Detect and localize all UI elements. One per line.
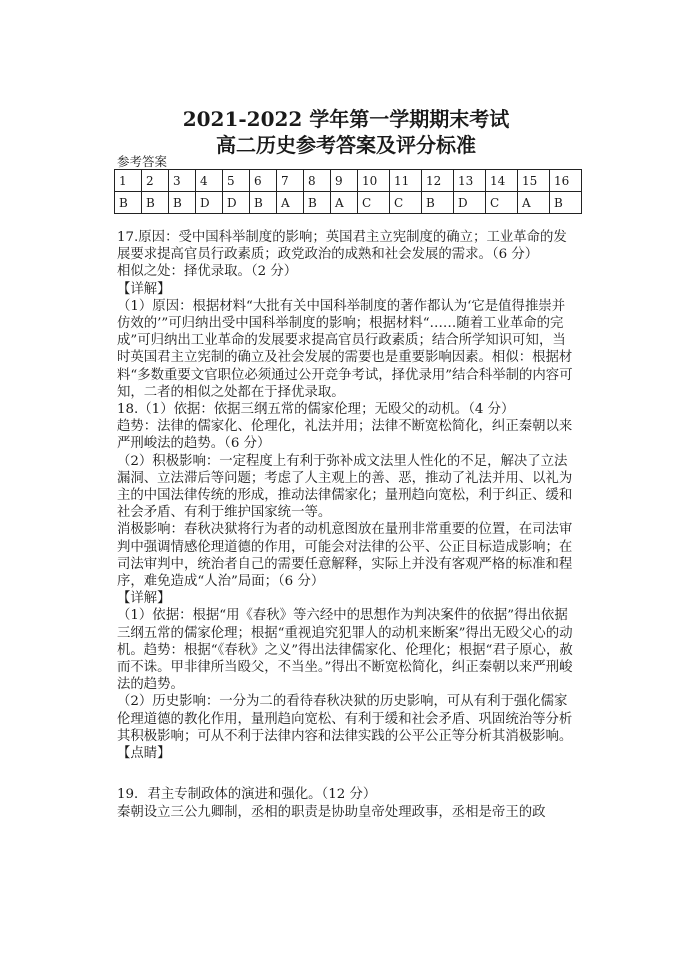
answer-cell: D xyxy=(196,192,223,214)
answer-cell: B xyxy=(422,192,454,214)
answer-cell: D xyxy=(223,192,250,214)
q19-heading: 19．君主专制政体的演进和强化。（12 分） xyxy=(117,787,377,803)
answer-cell: B xyxy=(169,192,196,214)
question-number-cell: 3 xyxy=(169,170,196,192)
q18-basis: 18.（1）依据：依据三纲五常的儒家伦理；无殴父的动机。（4 分） xyxy=(117,402,515,418)
q18-detail-2: （2）历史影响：一分为二的看待春秋决狱的历史影响，可从有利于强化儒家伦理道德的教化作用，量刑趋向宽松、有利于缓和社会矛盾、巩固统治等分析其积极影响；可从不利于法律内容和法律实践的公平公正等分析其消极影响。 xyxy=(117,694,573,744)
comment-heading: 【点睛】 xyxy=(117,746,171,762)
question-number-cell: 13 xyxy=(454,170,486,192)
q19-answer: 秦朝设立三公九卿制，丞相的职责是协助皇帝处理政事，丞相是帝王的政 xyxy=(117,804,546,820)
q17-answer: 17.原因：受中国科举制度的影响；英国君主立宪制度的确立；工业革命的发展要求提高官员行政素质；政党政治的成熟和社会发展的需求。（6 分） xyxy=(117,230,567,263)
answer-cell: B xyxy=(142,192,169,214)
q17-detail: （1）原因：根据材料“大批有关中国科举制度的著作都认为‘它是值得推崇并仿效的’”可归纳出受中国科举制度的影响；根据材料“……随着工业革命的完成”可归纳出工业革命的发展要求提高官员行政素质；结合所学知识可知，当时英国君主立宪制的确立及社会发展的需要也是重要影响因素。相似：根据材料“多数重要文官职位必须通过公开竞争考试，择优录用”结合科举制的内容可知，二者的相似之处都在于择优录取。 xyxy=(117,298,573,400)
answer-cell: B xyxy=(550,192,582,214)
question-number-cell: 7 xyxy=(277,170,304,192)
detail-heading: 【详解】 xyxy=(117,591,171,607)
q17-similarity: 相似之处：择优录取。（2 分） xyxy=(117,264,298,280)
answer-explanations xyxy=(117,229,577,821)
answer-cell: C xyxy=(390,192,422,214)
answer-cell: A xyxy=(518,192,550,214)
document-subtitle: 高二历史参考答案及评分标准 xyxy=(216,133,476,157)
detail-heading: 【详解】 xyxy=(117,281,171,297)
answer-table xyxy=(114,169,582,214)
question-number-cell: 15 xyxy=(518,170,550,192)
question-number-cell: 14 xyxy=(486,170,518,192)
answer-table-number-row xyxy=(115,170,582,192)
question-number-cell: 8 xyxy=(304,170,331,192)
document-title: 2021-2022 学年第一学期期末考试 xyxy=(182,107,510,131)
q18-positive-impact: （2）积极影响：一定程度上有利于弥补成文法里人性化的不足，解决了立法漏洞、立法滞后等问题；考虑了人主观上的善、恶，推动了礼法并用、以礼为主的中国法律传统的形成，推动法律儒家化；量刑趋向宽松，利于纠正、缓和社会矛盾、有利于维护国家统一等。 xyxy=(117,453,573,521)
question-number-cell: 11 xyxy=(390,170,422,192)
answer-cell: B xyxy=(115,192,142,214)
q18-negative-impact: 消极影响：春秋决狱将行为者的动机意图放在量刑非常重要的位置，在司法审判中强调情感伦理道德的作用，可能会对法律的公平、公正目标造成影响；在司法审判中，统治者自己的需要任意解释，实际上并没有客观严格的标准和程序，难免造成“人治”局面；（6 分） xyxy=(117,522,573,590)
answer-cell: D xyxy=(454,192,486,214)
answer-table-answer-row xyxy=(115,192,582,214)
question-number-cell: 2 xyxy=(142,170,169,192)
q18-detail-1: （1）依据：根据“用《春秋》等六经中的思想作为判决案件的依据”得出依据三纲五常的儒家伦理；根据“重视追究犯罪人的动机来断案”得出无殴父心的动机。趋势：根据“《春秋》之义”得出法律儒家化、伦理化；根据“君子原心，赦而不诛。甲非律所当殴父，不当坐。”得出不断宽松简化，纠正秦朝以来严刑峻法的趋势。 xyxy=(117,608,573,693)
answer-cell: C xyxy=(358,192,390,214)
answer-key-label: 参考答案 xyxy=(117,154,168,169)
question-number-cell: 4 xyxy=(196,170,223,192)
answer-cell: A xyxy=(331,192,358,214)
answer-cell: A xyxy=(277,192,304,214)
question-number-cell: 16 xyxy=(550,170,582,192)
question-number-cell: 5 xyxy=(223,170,250,192)
answer-cell: C xyxy=(486,192,518,214)
question-number-cell: 9 xyxy=(331,170,358,192)
question-number-cell: 1 xyxy=(115,170,142,192)
answer-cell: B xyxy=(304,192,331,214)
question-number-cell: 6 xyxy=(250,170,277,192)
question-number-cell: 10 xyxy=(358,170,390,192)
answer-cell: B xyxy=(250,192,277,214)
question-number-cell: 12 xyxy=(422,170,454,192)
q18-trend: 趋势：法律的儒家化、伦理化，礼法并用；法律不断宽松简化，纠正秦朝以来严刑峻法的趋势。（6 分） xyxy=(117,419,573,452)
